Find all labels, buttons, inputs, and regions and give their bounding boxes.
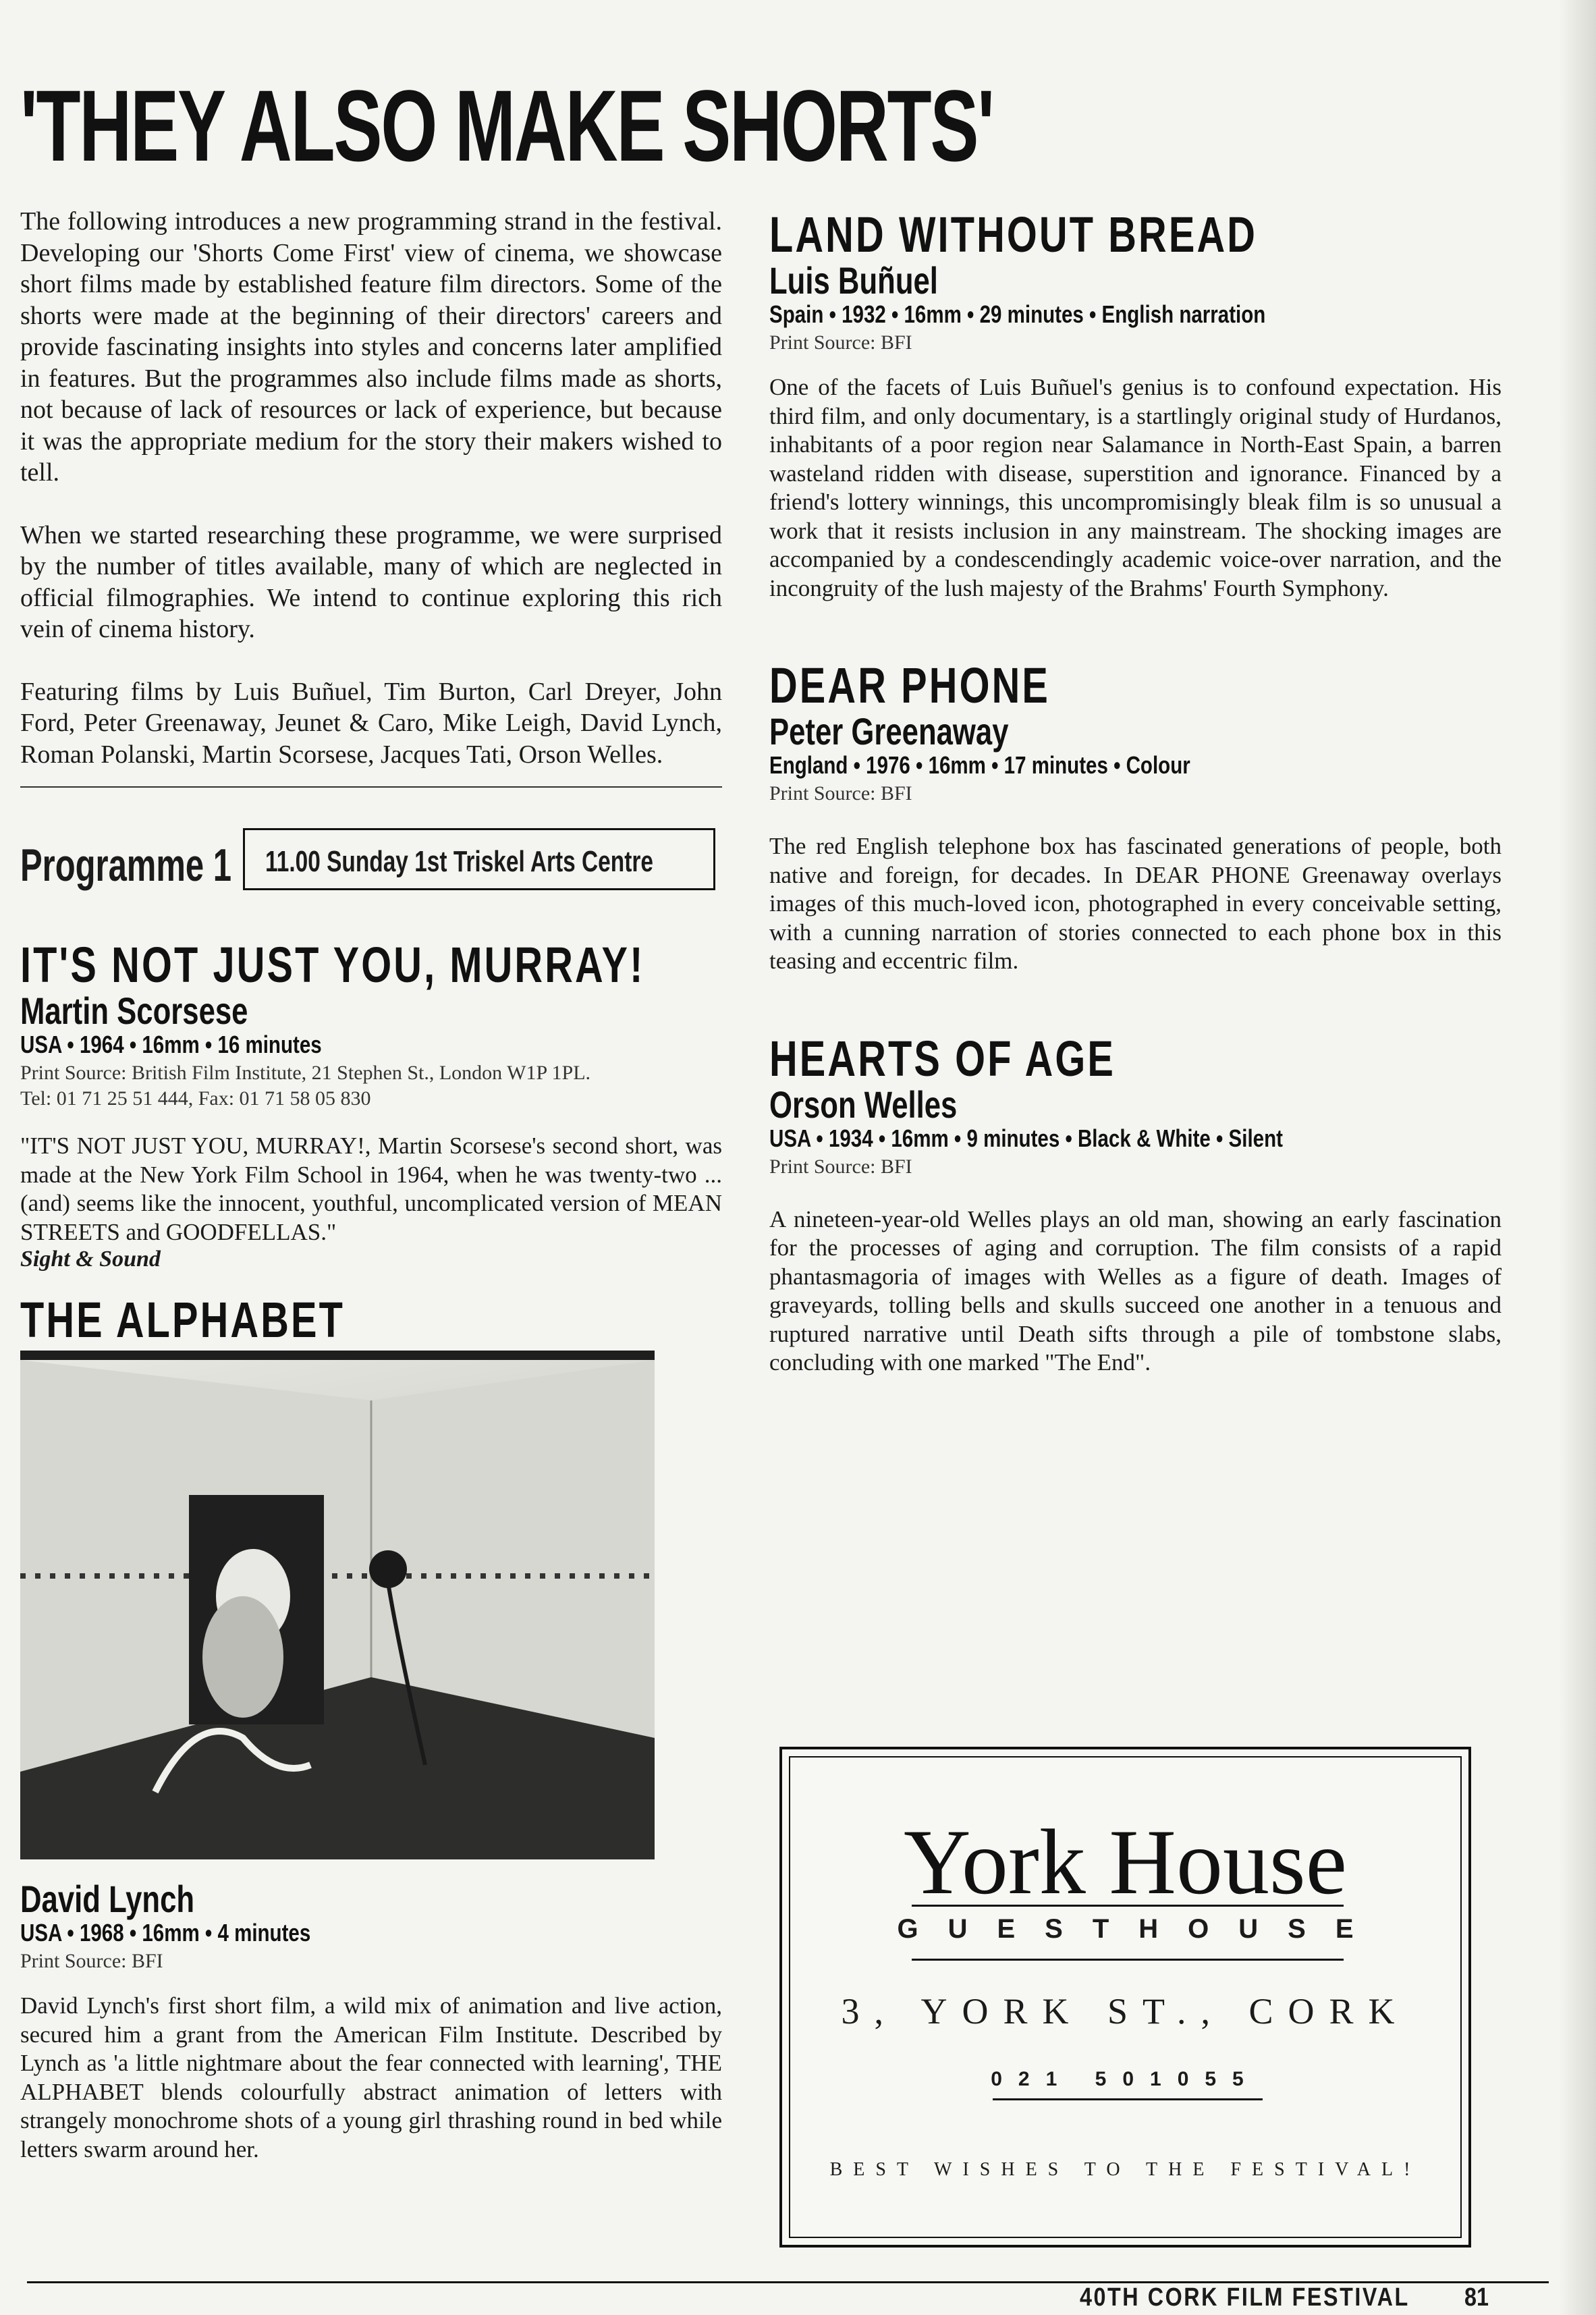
film-title-bread: LAND WITHOUT BREAD [769,207,1258,263]
film-details-alphabet: USA • 1968 • 16mm • 4 minutes [20,1919,311,1946]
film-source-phone: Print Source: BFI [769,782,912,805]
film-source-bread: Print Source: BFI [769,331,912,354]
advert-phone: 021 501055 [991,2068,1260,2090]
advert-address: 3, YORK ST., CORK [841,1991,1410,2032]
film-text-bread: One of the facets of Luis Buñuel's genius is to confound expectation. His third film, and only documentary, is a startlingly original study of Hurdanos, inhabitants of a poor region near Salamance in North-East Spain, a barren wasteland ridden with disease, superstition and ignorance. Financed by a friend's lottery winnings, this uncompromisingly bleak film is so unusual a work that it resists inclusion in any mainstream. The shocking images are accompanied by a condescendingly academic voice-over narration, and the incongruity of the lush majesty of the Brahms' Fourth Symphony. [769,374,1502,601]
right-column [769,206,1502,1378]
quote-source: Sight & Sound [20,1247,161,1272]
advert-phone-rule [993,2098,1263,2100]
programme-label: Programme 1 [20,840,231,891]
page-number: 81 [1464,2283,1489,2312]
film-director-murray: Martin Scorsese [20,989,248,1032]
advert-rule-bottom [912,1959,1344,1961]
advert-wishes: BEST WISHES TO THE FESTIVAL! [829,2159,1421,2180]
film-source-hearts: Print Source: BFI [769,1155,912,1178]
film-title-murray: IT'S NOT JUST YOU, MURRAY! [20,937,645,993]
left-column [20,206,722,2164]
page-title: 'THEY ALSO MAKE SHORTS' [20,69,993,182]
film-details-murray: USA • 1964 • 16mm • 16 minutes [20,1031,322,1058]
film-title-phone: DEAR PHONE [769,657,1051,713]
film-source-murray: Print Source: British Film Institute, 21 Stephen St., London W1P 1PL. [20,1062,591,1084]
film-director-hearts: Orson Welles [769,1083,958,1126]
film-details-hearts: USA • 1934 • 16mm • 9 minutes • Black & White • Silent [769,1124,1283,1152]
programme-header [20,828,722,902]
film-title-alphabet: THE ALPHABET [20,1292,346,1348]
film-text-phone: The red English telephone box has fascinated generations of people, both native and foreign, for decades. In DEAR PHONE Greenaway overlays images of this much-loved icon, photographed in every conceivable setting, with a cunning narration of stories connected to each phone box in this teasing and eccentric film. [769,833,1502,974]
intro-paragraph-1: The following introduces a new programming strand in the festival. Developing our 'Shorts Come First' view of cinema, we showcase short films made by established feature film directors. Some of the shorts were made at the beginning of their directors' careers and provide fascinating insights into styles and concerns later amplified in features. But the programmes also include films made as shorts, not because of lack of resources or lack of experience, but because it was the appropriate medium for the story their makers wished to tell. [20,207,722,487]
divider [20,786,722,788]
advert-name: York House [904,1810,1347,1913]
advert-inner-frame [789,1756,1462,2238]
film-director-alphabet: David Lynch [20,1878,195,1920]
film-still-alphabet [20,1351,655,1859]
footer-festival: 40TH CORK FILM FESTIVAL [1080,2283,1410,2312]
programme-time: 11.00 Sunday 1st Triskel Arts Centre [265,845,653,878]
film-text-alphabet: David Lynch's first short film, a wild mix of animation and live action, secured him a grant from the American Film Institute. Described by Lynch as 'a little nightmare about the fear connected with learning', THE ALPHABET blends colourfully abstract animation of letters with strangely monochrome shots of a young girl thrashing round in bed while letters swarm around her. [20,1992,722,2162]
film-details-phone: England • 1976 • 16mm • 17 minutes • Colour [769,751,1190,779]
advert-rule-top [912,1905,1344,1907]
film-text-murray: "IT'S NOT JUST YOU, MURRAY!, Martin Scorsese's second short, was made at the New York Film School in 1964, when he was twenty-two ... (and) seems like the innocent, youthful, uncomplicated version of MEAN STREETS and GOODFELLAS." [20,1133,722,1245]
film-text-hearts: A nineteen-year-old Welles plays an old man, showing an early fascination for the processes of aging and corruption. The film consists of a rapid phantasmagoria of images with Welles as a figure of death. Images of graveyards, tolling bells and skulls succeed one another in a tenuous and ruptured narrative until Death sifts through a pile of tombstone slabs, concluding with one marked "The End". [769,1205,1502,1376]
film-director-phone: Peter Greenaway [769,710,1009,753]
film-director-bread: Luis Buñuel [769,259,938,302]
film-still-graphic [20,1360,655,1859]
film-title-hearts: HEARTS OF AGE [769,1030,1116,1087]
film-details-bread: Spain • 1932 • 16mm • 29 minutes • English narration [769,300,1266,328]
page-edge-shadow [1559,0,1596,2315]
intro-paragraph-3: Featuring films by Luis Buñuel, Tim Burton, Carl Dreyer, John Ford, Peter Greenaway, Jeunet & Caro, Mike Leigh, David Lynch, Roman Polanski, Martin Scorsese, Jacques Tati, Orson Welles. [20,677,722,769]
film-contact-murray: Tel: 01 71 25 51 444, Fax: 01 71 58 05 830 [20,1087,371,1110]
film-source-alphabet: Print Source: BFI [20,1950,163,1972]
advert-subtitle: GUESTHOUSE [897,1914,1383,1944]
intro-paragraph-2: When we started researching these programme, we were surprised by the number of titles available, many of which are neglected in official filmographies. We intend to continue exploring this rich vein of cinema history. [20,520,722,643]
york-house-advert [779,1747,1471,2248]
programme-time-box [243,828,715,890]
